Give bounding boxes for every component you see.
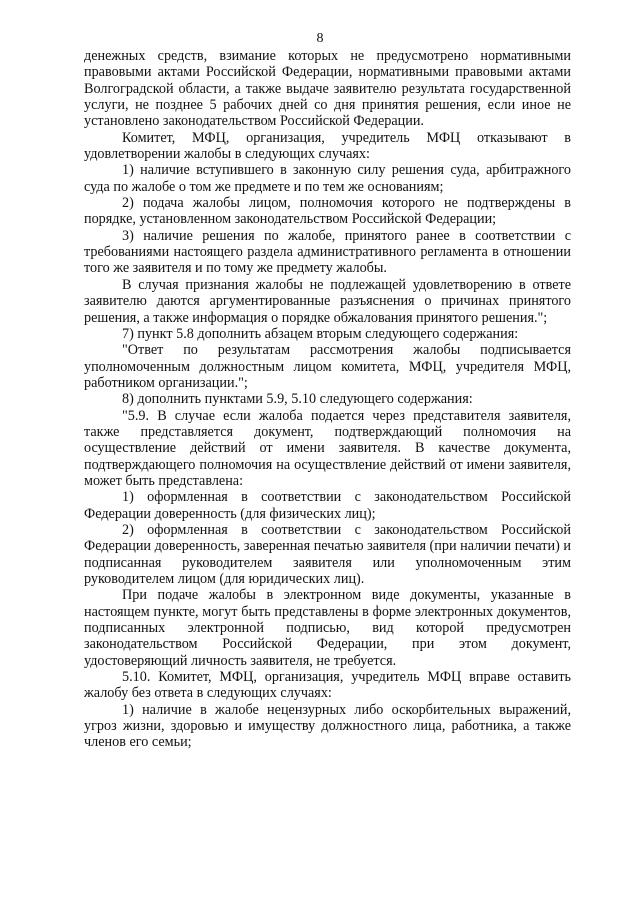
list-item-offensive-language: 1) наличие в жалобе нецензурных либо оскорбительных выражений, угроз жизни, здоровью и имуществу должностного лица, работника, а также членов его семьи;: [84, 701, 571, 751]
page-number: 8: [316, 31, 324, 46]
list-item-unconfirmed-authority: 2) подача жалобы лицом, полномочия которого не подтверждены в порядке, установленном законодательством Российской Федерации;: [84, 195, 571, 228]
paragraph-item-8: 8) дополнить пунктами 5.9, 5.10 следующего содержания:: [122, 391, 473, 408]
paragraph-item-7: 7) пункт 5.8 дополнить абзацем вторым следующего содержания:: [122, 325, 519, 342]
paragraph-refusal-intro: Комитет, МФЦ, организация, учредитель МФЦ отказывают в удовлетворении жалобы в следующих случаях:: [84, 129, 571, 163]
paragraph-section-5-9: "5.9. В случае если жалоба подается через представителя заявителя, также представляется документ, подтверждающий полномочия на осуществление действий от имени заявителя. В качестве документа, подтверждающего полномочия на осуществление действий от имени заявителя, может быть представлена:: [84, 407, 571, 489]
paragraph-rejection-explanation: В случая признания жалобы не подлежащей удовлетворению в ответе заявителю даются аргументированные разъяснения о причинах принятого решения, а также информация о порядке обжалования принятого решения.";: [84, 276, 571, 326]
list-item-prior-decision: 3) наличие решения по жалобе, принятого ранее в соответствии с требованиями настоящего раздела административного регламента в отношении того же заявителя и по тому же предмету жалобы.: [84, 227, 571, 277]
paragraph-section-5-10: 5.10. Комитет, МФЦ, организация, учредитель МФЦ вправе оставить жалобу без ответа в следующих случаях:: [84, 669, 571, 702]
paragraph-quote-5-8: "Ответ по результатам рассмотрения жалобы подписывается уполномоченным должностным лицом комитета, МФЦ, учредителя МФЦ, работником организации.";: [84, 342, 571, 391]
paragraph-electronic-submission: При подаче жалобы в электронном виде документы, указанные в настоящем пункте, могут быть представлены в форме электронных документов, подписанных электронной подписью, вид которой предусмотрен законодательством Российской Федерации, при этом документ, удостоверяющий личность заявителя, не требуется.: [84, 587, 571, 669]
paragraph-continuation: денежных средств, взимание которых не предусмотрено нормативными правовыми актами Российской Федерации, нормативными правовыми актами Волгоградской области, а также выдаче заявителю результата государственной услуги, не позднее 5 рабочих дней со дня принятия решения, если иное не установлено законодательством Российской Федерации.: [84, 48, 571, 130]
list-item-legal-entity-power-of-attorney: 2) оформленная в соответствии с законодательством Российской Федерации доверенность, заверенная печатью заявителя (при наличии печати) и подписанная руководителем заявителя или уполномоченным этим руководителем лицом (для юридических лиц).: [84, 521, 571, 587]
document-body: [84, 48, 571, 751]
list-item-individual-power-of-attorney: 1) оформленная в соответствии с законодательством Российской Федерации доверенность (для физических лиц);: [84, 489, 571, 522]
list-item-court-decision: 1) наличие вступившего в законную силу решения суда, арбитражного суда по жалобе о том же предмете и по тем же основаниям;: [84, 162, 571, 195]
